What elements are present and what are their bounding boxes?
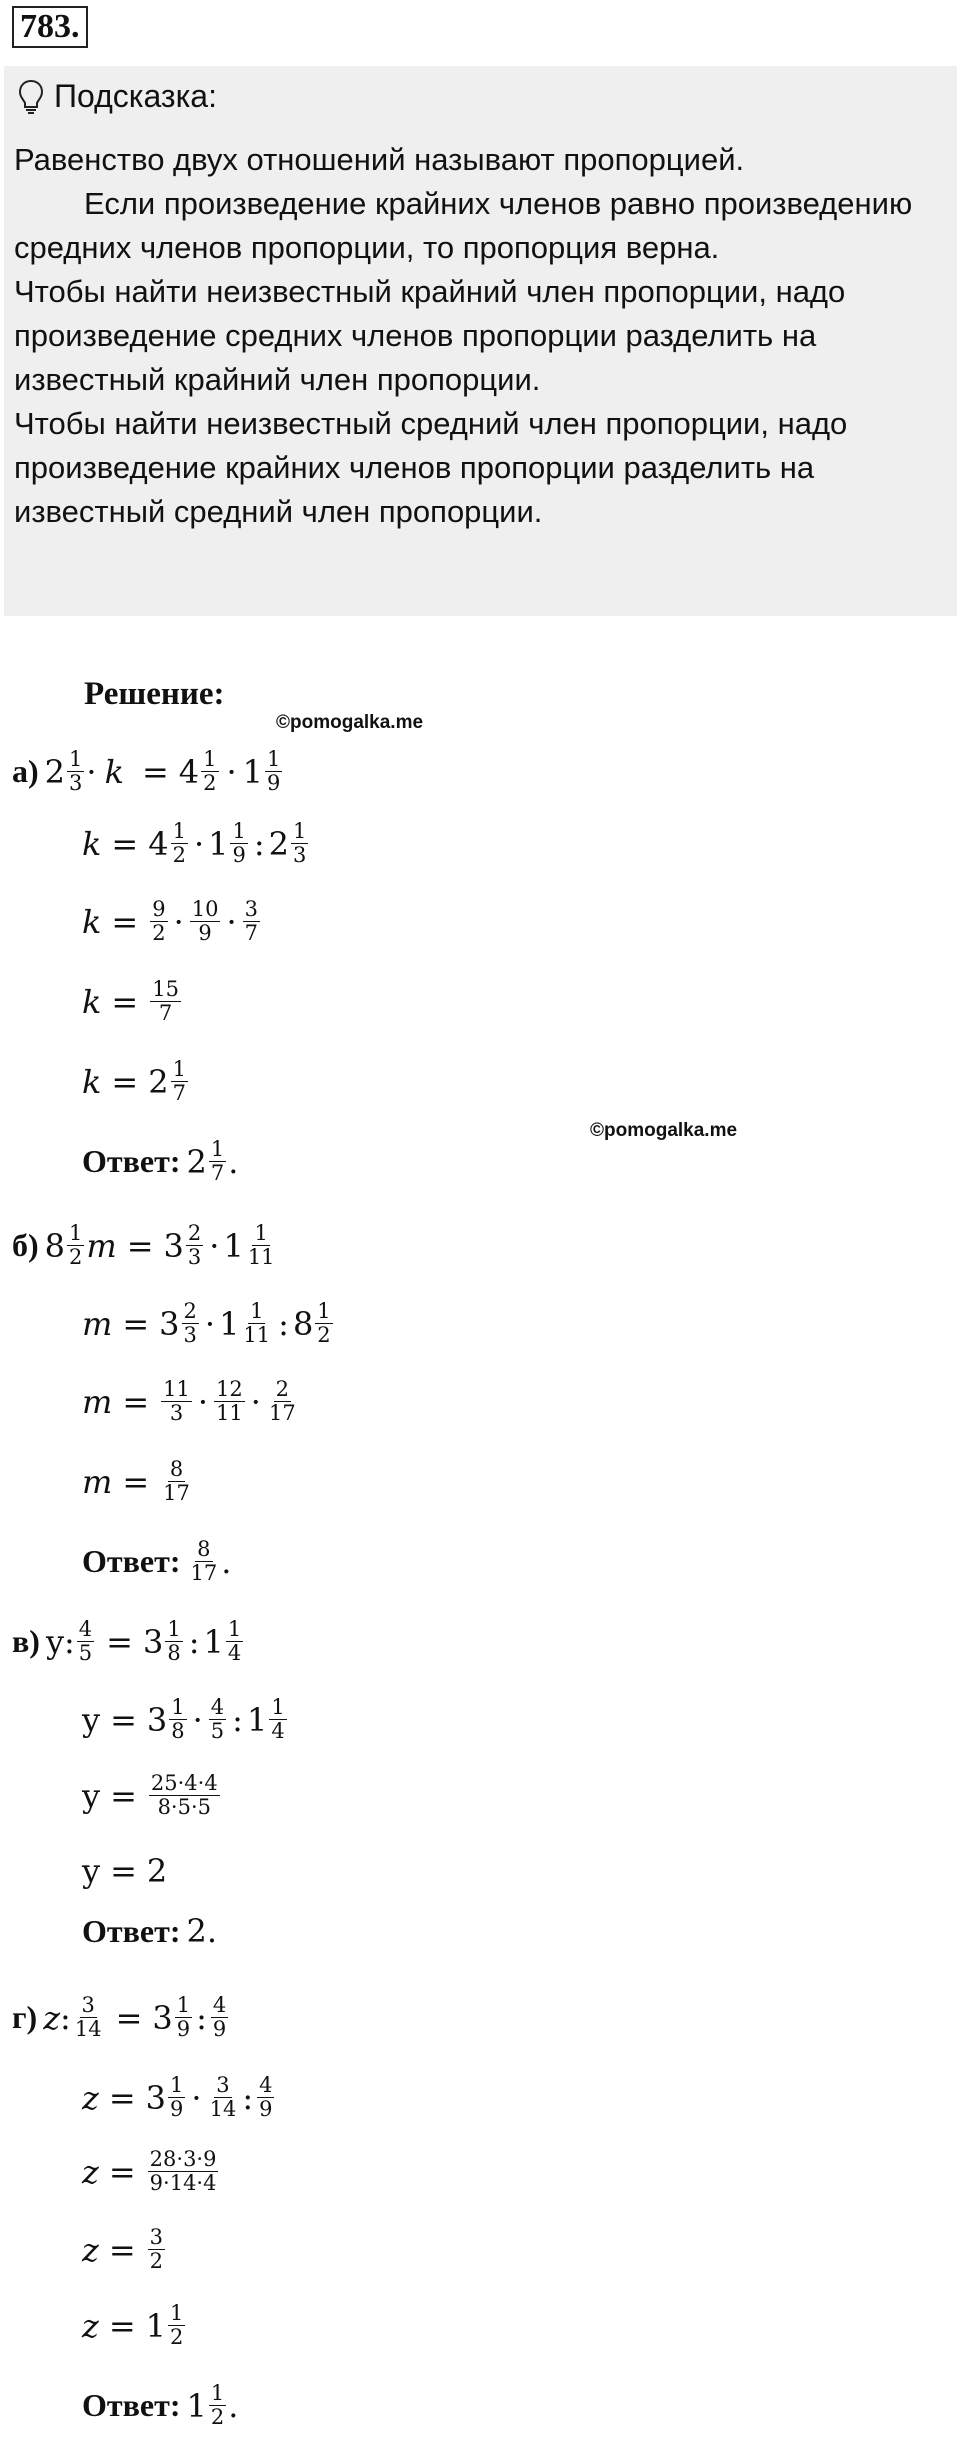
solution-title: Решение: xyxy=(84,676,225,712)
math-token: = xyxy=(122,1304,150,1343)
math-token: 2 xyxy=(148,1062,169,1101)
denominator: 11 xyxy=(216,1401,243,1425)
dot: · xyxy=(86,752,97,791)
fraction xyxy=(243,898,260,945)
math-token: : xyxy=(188,1622,200,1661)
math-token: z xyxy=(82,2078,99,2117)
numerator: 3 xyxy=(244,897,259,921)
equation-g-4 xyxy=(82,2226,167,2273)
math-token: y xyxy=(82,1852,101,1890)
part-label: а) xyxy=(12,753,39,789)
math-token: = xyxy=(108,2230,136,2269)
numerator: 4 xyxy=(210,1695,225,1719)
equation-g-3 xyxy=(82,2148,220,2195)
hint-paragraph: Чтобы найти неизвестный крайний член пропорции, надо произведение средних членов пропорции разделить на известный крайний член пропорции. xyxy=(14,274,846,397)
variable: k xyxy=(82,824,102,863)
equation-g-1 xyxy=(12,1994,230,2041)
fraction xyxy=(171,1058,188,1105)
fraction xyxy=(150,898,167,945)
numerator: 1 xyxy=(267,747,281,771)
denominator: 9·14·4 xyxy=(149,2171,217,2195)
fraction xyxy=(209,1696,226,1743)
math-token: 3 xyxy=(145,2078,167,2117)
fraction xyxy=(226,1618,243,1665)
numerator: 2 xyxy=(183,1299,197,1323)
math-token: 3 xyxy=(142,1622,164,1661)
numerator: 1 xyxy=(203,747,217,771)
denominator: 14 xyxy=(74,2017,102,2041)
denominator: 5 xyxy=(78,1641,93,1665)
denominator: 3 xyxy=(169,1401,184,1425)
math-token: y xyxy=(82,1776,101,1815)
math-token: 3 xyxy=(146,1700,168,1739)
denominator: 7 xyxy=(244,921,259,945)
math-token: m xyxy=(82,1382,113,1421)
equals: = xyxy=(141,752,169,791)
denominator: 14 xyxy=(209,2097,237,2121)
math-token: . xyxy=(228,1142,239,1181)
denominator: 9 xyxy=(170,2097,184,2121)
equation-v-1 xyxy=(12,1618,245,1665)
fraction xyxy=(190,898,221,945)
numerator: 1 xyxy=(170,2073,184,2097)
hint-title: Подсказка: xyxy=(54,78,217,114)
numerator: 8 xyxy=(169,1457,184,1481)
numerator: 1 xyxy=(176,1993,191,2017)
math-token: z xyxy=(82,2152,99,2191)
numerator: 1 xyxy=(69,1221,83,1245)
math-token: = xyxy=(108,2306,136,2345)
answer-label: Ответ: xyxy=(82,1543,181,1579)
equation-a-3 xyxy=(82,898,262,945)
math-token: · xyxy=(209,1226,220,1265)
task-number: 783. xyxy=(12,6,88,48)
fraction xyxy=(211,1994,228,2041)
fraction xyxy=(188,1538,219,1585)
equation-a-1 xyxy=(12,748,284,795)
equation-v-2 xyxy=(82,1696,289,1743)
equation-a-2 xyxy=(82,820,310,867)
math-token: : xyxy=(60,1998,71,2037)
numerator: 1 xyxy=(232,819,246,843)
numerator: 3 xyxy=(149,2225,164,2249)
math-token: 1 xyxy=(208,824,229,863)
math-token: 4 xyxy=(148,824,169,863)
numerator: 1 xyxy=(172,819,186,843)
math-token: : xyxy=(278,1304,289,1343)
denominator: 7 xyxy=(210,1161,225,1185)
equation-a-4 xyxy=(82,978,183,1025)
math-token: 1 xyxy=(203,1622,224,1661)
fraction xyxy=(291,820,308,867)
math-token: z xyxy=(82,2306,99,2345)
hint-text xyxy=(14,138,944,534)
math-token: m xyxy=(86,1226,117,1265)
fraction xyxy=(315,1300,332,1347)
lightbulb-icon xyxy=(18,79,44,115)
hint-paragraph: Если произведение крайних членов равно произведению средних членов пропорции, то пропорция верна. xyxy=(14,186,913,265)
math-token: · xyxy=(173,902,184,941)
fraction xyxy=(161,1378,192,1425)
math-token: . xyxy=(228,2386,239,2425)
equation-g-5 xyxy=(82,2302,187,2349)
answer-b xyxy=(82,1538,231,1585)
fraction xyxy=(73,1994,104,2041)
math-token: = xyxy=(122,1382,150,1421)
numerator: 1 xyxy=(271,1695,285,1719)
math-token: · xyxy=(250,1382,261,1421)
numerator: 1 xyxy=(254,1221,268,1245)
denominator: 2 xyxy=(172,843,186,867)
denominator: 8 xyxy=(167,1641,181,1665)
denominator: 4 xyxy=(271,1719,285,1743)
numerator: 12 xyxy=(216,1377,243,1401)
answer-a xyxy=(82,1138,238,1185)
fraction xyxy=(246,1222,277,1269)
answer-label: Ответ: xyxy=(82,1143,181,1179)
fraction xyxy=(201,748,218,795)
denominator: 2 xyxy=(170,2325,184,2349)
math-token: · xyxy=(192,1700,203,1739)
fraction xyxy=(67,1222,84,1269)
math-token: · xyxy=(226,902,237,941)
fraction xyxy=(148,2226,165,2273)
denominator: 2 xyxy=(69,1245,83,1269)
denominator: 2 xyxy=(210,2405,225,2429)
math-token: · xyxy=(193,824,205,863)
equation-b-4 xyxy=(82,1458,194,1505)
numerator: 1 xyxy=(172,1057,186,1081)
denominator: 7 xyxy=(172,1081,186,1105)
denominator: 7 xyxy=(158,1001,173,1025)
hint-panel xyxy=(4,66,957,616)
math-token: 3 xyxy=(163,1226,184,1265)
math-token: 8 xyxy=(44,1226,66,1265)
hint-header xyxy=(18,78,217,115)
denominator: 2 xyxy=(203,771,217,795)
numerator: 1 xyxy=(292,819,307,843)
numerator: 10 xyxy=(191,897,219,921)
hint-paragraph: Равенство двух отношений называют пропорцией. xyxy=(14,142,745,177)
math-token: 8 xyxy=(292,1304,314,1343)
math-token: m xyxy=(82,1304,113,1343)
equation-v-4 xyxy=(82,1852,167,1890)
numerator: 2 xyxy=(187,1221,202,1245)
numerator: 4 xyxy=(212,1993,227,2017)
numerator: 1 xyxy=(69,747,83,771)
fraction xyxy=(257,2074,274,2121)
math-token: · xyxy=(191,2078,202,2117)
numerator: 2 xyxy=(275,1377,290,1401)
variable: k xyxy=(104,752,124,791)
equation-g-2 xyxy=(82,2074,276,2121)
math-token: y xyxy=(82,1700,101,1739)
numerator: 9 xyxy=(152,897,166,921)
fraction xyxy=(168,2302,185,2349)
denominator: 2 xyxy=(317,1323,331,1347)
denominator: 4 xyxy=(227,1641,242,1665)
numerator: 1 xyxy=(171,1695,185,1719)
numerator: 4 xyxy=(259,2073,273,2097)
denominator: 3 xyxy=(187,1245,202,1269)
fraction xyxy=(182,1300,199,1347)
denominator: 9 xyxy=(176,2017,191,2041)
fraction xyxy=(209,2382,226,2429)
math-token: k xyxy=(82,1062,102,1101)
math-token: 2 xyxy=(186,1912,207,1950)
fraction xyxy=(208,2074,239,2121)
hint-paragraph: Чтобы найти неизвестный средний член пропорции, надо произведение крайних членов пропорции разделить на известный средний член пропорции. xyxy=(14,406,848,529)
numerator: 1 xyxy=(227,1617,242,1641)
math-token: 2 xyxy=(146,1852,168,1890)
fraction xyxy=(67,748,84,795)
math-token: : xyxy=(242,2078,254,2117)
equation-b-1 xyxy=(12,1222,279,1269)
fraction xyxy=(165,1618,182,1665)
integer: 4 xyxy=(178,752,200,791)
fraction xyxy=(230,820,247,867)
math-token: m xyxy=(82,1462,113,1501)
fraction xyxy=(150,978,181,1025)
numerator: 1 xyxy=(317,1299,331,1323)
answer-label: Ответ: xyxy=(82,2387,181,2423)
denominator: 17 xyxy=(268,1401,296,1425)
numerator: 11 xyxy=(163,1377,190,1401)
fraction xyxy=(161,1458,192,1505)
equation-b-2 xyxy=(82,1300,335,1347)
dot: · xyxy=(226,752,237,791)
numerator: 1 xyxy=(167,1617,181,1641)
denominator: 11 xyxy=(243,1323,271,1347)
math-token: = xyxy=(110,1776,137,1815)
math-token: z xyxy=(82,2230,99,2269)
numerator: 8 xyxy=(197,1537,211,1561)
fraction xyxy=(169,1696,186,1743)
denominator: 2 xyxy=(149,2249,164,2273)
math-token: 3 xyxy=(152,1998,173,2037)
part-label: г) xyxy=(12,1999,38,2035)
fraction xyxy=(267,1378,298,1425)
fraction xyxy=(175,1994,192,2041)
math-token: = xyxy=(108,2078,136,2117)
math-token: . xyxy=(206,1912,217,1950)
math-token: 2 xyxy=(186,1142,207,1181)
denominator: 9 xyxy=(259,2097,273,2121)
math-token: 2 xyxy=(268,824,289,863)
denominator: 3 xyxy=(69,771,83,795)
fraction xyxy=(241,1300,272,1347)
math-token: = xyxy=(111,1062,139,1101)
denominator: 3 xyxy=(183,1323,197,1347)
fraction xyxy=(149,1772,220,1819)
denominator: 11 xyxy=(247,1245,275,1269)
answer-label: Ответ: xyxy=(82,1912,181,1949)
math-token: z xyxy=(43,1998,61,2037)
denominator: 8 xyxy=(171,1719,185,1743)
math-token: = xyxy=(106,1622,133,1661)
fraction xyxy=(209,1138,226,1185)
integer: 2 xyxy=(44,752,66,791)
math-token: : xyxy=(253,824,265,863)
math-token: = xyxy=(111,982,139,1021)
equation-a-5 xyxy=(82,1058,190,1105)
denominator: 9 xyxy=(198,921,212,945)
fraction xyxy=(269,1696,286,1743)
fraction xyxy=(186,1222,203,1269)
denominator: 9 xyxy=(232,843,246,867)
denominator: 9 xyxy=(267,771,281,795)
math-token: k xyxy=(82,902,102,941)
denominator: 8·5·5 xyxy=(157,1795,211,1819)
math-token: : xyxy=(232,1700,243,1739)
math-token: = xyxy=(122,1462,150,1501)
math-token: = xyxy=(111,902,139,941)
numerator: 28·3·9 xyxy=(149,2147,217,2171)
answer-v xyxy=(82,1912,217,1950)
numerator: 1 xyxy=(210,2381,225,2405)
fraction xyxy=(148,2148,219,2195)
fraction xyxy=(77,1618,94,1665)
fraction xyxy=(214,1378,245,1425)
denominator: 17 xyxy=(190,1561,218,1585)
denominator: 2 xyxy=(152,921,166,945)
fraction xyxy=(265,748,282,795)
denominator: 17 xyxy=(163,1481,190,1505)
math-token: = xyxy=(108,2152,136,2191)
math-token: 1 xyxy=(246,1700,268,1739)
part-label: в) xyxy=(12,1623,40,1659)
math-token: 1 xyxy=(219,1304,240,1343)
part-label: б) xyxy=(12,1227,39,1263)
math-token: : xyxy=(196,1998,207,2037)
denominator: 5 xyxy=(210,1719,225,1743)
numerator: 1 xyxy=(210,1137,225,1161)
numerator: 25·4·4 xyxy=(150,1771,218,1795)
math-token: 1 xyxy=(186,2386,207,2425)
numerator: 1 xyxy=(250,1299,264,1323)
denominator: 9 xyxy=(212,2017,227,2041)
watermark: ©pomogalka.me xyxy=(276,712,424,733)
math-token: · xyxy=(197,1382,209,1421)
math-token: . xyxy=(221,1542,232,1581)
watermark: ©pomogalka.me xyxy=(590,1120,738,1141)
equation-v-3 xyxy=(82,1772,222,1819)
fraction xyxy=(168,2074,185,2121)
math-token: 1 xyxy=(223,1226,244,1265)
math-token: = xyxy=(126,1226,154,1265)
math-token: : xyxy=(64,1622,75,1661)
math-token: k xyxy=(82,982,102,1021)
integer: 1 xyxy=(242,752,264,791)
math-token: = xyxy=(110,1852,137,1890)
math-token: 1 xyxy=(145,2306,167,2345)
answer-g xyxy=(82,2382,238,2429)
math-token: = xyxy=(110,1700,137,1739)
numerator: 3 xyxy=(81,1993,95,2017)
math-token: = xyxy=(115,1998,143,2037)
equation-b-3 xyxy=(82,1378,300,1425)
math-token: · xyxy=(204,1304,216,1343)
numerator: 3 xyxy=(216,2073,230,2097)
denominator: 3 xyxy=(292,843,307,867)
math-token: 3 xyxy=(159,1304,180,1343)
math-token: y xyxy=(45,1622,65,1661)
numerator: 15 xyxy=(152,977,179,1001)
numerator: 1 xyxy=(170,2301,184,2325)
numerator: 4 xyxy=(78,1617,93,1641)
equals: = xyxy=(111,824,139,863)
fraction xyxy=(171,820,188,867)
